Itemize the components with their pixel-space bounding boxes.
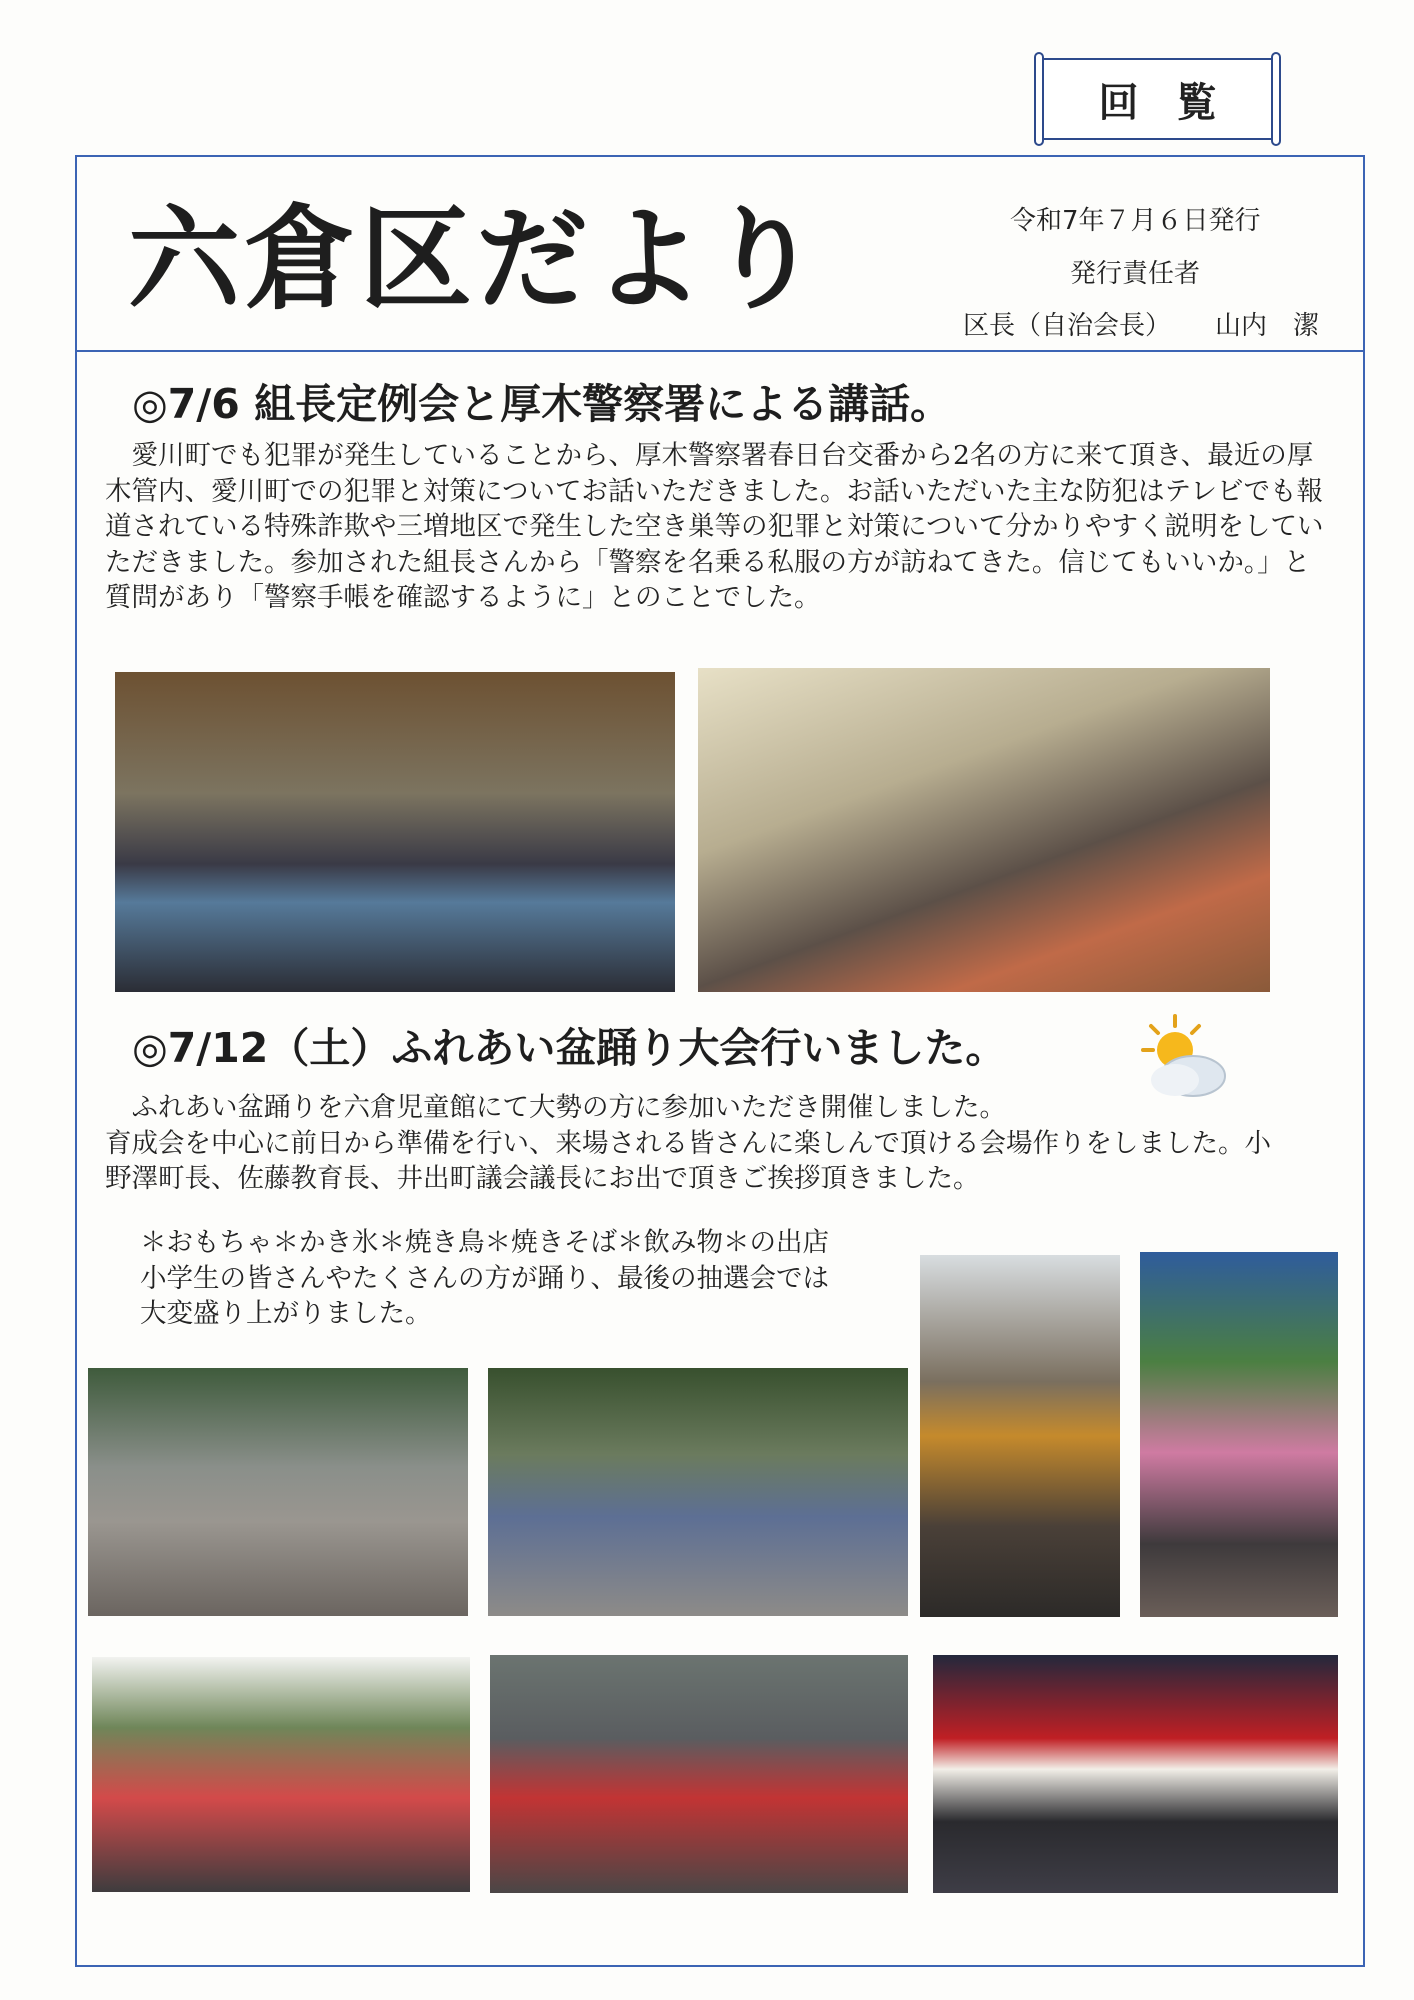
photo-police-at-festival	[488, 1368, 908, 1616]
publisher-label: 発行責任者	[1070, 259, 1201, 289]
circulation-stamp-label: 回覧	[1098, 79, 1255, 126]
note-line: 大変盛り上がりました。	[140, 1298, 432, 1329]
publisher-role: 区長（自治会長）	[963, 311, 1172, 341]
photo-seated-guests	[490, 1655, 908, 1893]
note-line: 小学生の皆さんやたくさんの方が踊り、最後の抽選会では	[140, 1262, 829, 1294]
section-body-bon-odori	[105, 1090, 1285, 1197]
photo-bon-dance-yagura	[92, 1657, 470, 1892]
header-divider	[75, 350, 1365, 352]
publisher-line	[963, 308, 1319, 344]
photo-yakitori-stall	[920, 1255, 1120, 1617]
note-line: ＊おもちゃ＊かき氷＊焼き鳥＊焼きそば＊飲み物＊の出店	[140, 1227, 829, 1258]
photo-police-officers-speaking	[115, 672, 675, 992]
section-heading-police-talk: ◎7/6 組長定例会と厚木警察署による講話。	[132, 380, 952, 428]
issue-date: 令和7年７月６日発行	[1010, 206, 1261, 236]
newsletter-title: 六倉区だより	[128, 195, 824, 325]
photo-child-drumming	[1140, 1252, 1338, 1617]
paragraph: 愛川町でも犯罪が発生していることから、厚木警察署春日台交番から2名の方に来て頂き、最近の厚木管内、愛川町での犯罪と対策についてお話いただきました。お話いただいた主な防犯はテレビでも報道されている特殊詐欺や三増地区で発生した空き巣等の犯罪と対策について分かりやすく説明をしていただきました。参加された組長さんから「警察を名乗る私服の方が訪ねてきた。信じてもいいか。」と質問があり「警察手帳を確認するように」とのことでした。	[105, 440, 1324, 613]
photo-lottery-winners	[933, 1655, 1338, 1893]
section-note-stalls	[140, 1225, 920, 1332]
circulation-stamp	[1040, 58, 1275, 140]
photo-setup-carrying-board	[88, 1368, 468, 1616]
paragraph: ふれあい盆踊りを六倉児童館にて大勢の方に参加いただき開催しました。	[105, 1092, 1006, 1123]
section-body-police-talk	[105, 438, 1335, 616]
paragraph: 育成会を中心に前日から準備を行い、来場される皆さんに楽しんで頂ける会場作りをしました。小野澤町長、佐藤教育長、井出町議会議長にお出で頂きご挨拶頂きました。	[105, 1127, 1271, 1194]
publisher-name: 山内 潔	[1215, 311, 1320, 341]
photo-meeting-audience	[698, 668, 1270, 992]
section-heading-bon-odori: ◎7/12（土）ふれあい盆踊り大会行いました。	[132, 1024, 1007, 1072]
